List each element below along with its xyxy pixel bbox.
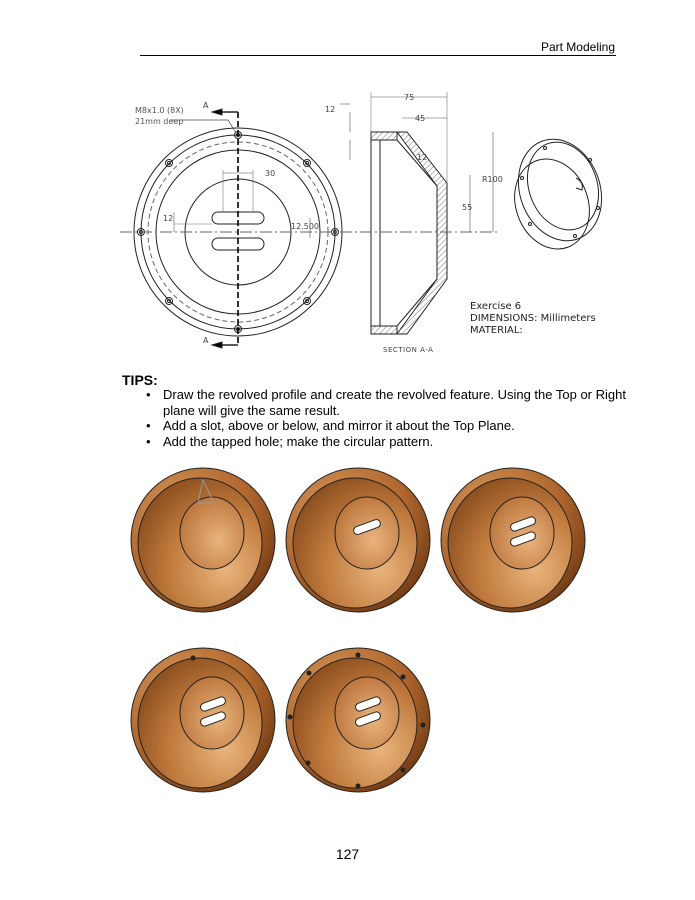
tip-item: • Add the tapped hole; make the circular pattern. xyxy=(146,434,626,450)
exercise-material: MATERIAL: xyxy=(470,325,523,336)
dim-inner-height: 55 xyxy=(462,203,473,212)
step-image-4 xyxy=(131,648,275,792)
tips-list xyxy=(146,387,626,449)
page-header-title: Part Modeling xyxy=(540,40,615,54)
step-image-5 xyxy=(286,648,430,792)
step-image-1 xyxy=(131,468,275,612)
section-view-label: SECTION A-A xyxy=(383,346,434,354)
tapped-hole-callout-1: M8x1.0 (8X) xyxy=(135,106,184,115)
dim-total-depth: 75 xyxy=(404,93,415,102)
dim-slot-height: 12 xyxy=(163,214,174,223)
dim-slot-offset: 12.500 xyxy=(291,222,319,231)
tapped-hole-callout-2: 21mm deep xyxy=(135,117,184,126)
section-view xyxy=(340,92,500,334)
front-view xyxy=(120,109,356,348)
dim-outer-radius: R100 xyxy=(482,175,503,184)
section-marker-top: A xyxy=(203,101,209,110)
step-image-3 xyxy=(441,468,585,612)
tip-item: • Add a slot, above or below, and mirror it about the Top Plane. xyxy=(146,418,626,434)
tips-heading: TIPS: xyxy=(122,372,158,388)
exercise-dimensions: DIMENSIONS: Millimeters xyxy=(470,313,596,324)
isometric-view xyxy=(502,127,615,259)
step-images xyxy=(0,455,695,815)
dim-wall-thickness: 12 xyxy=(417,153,428,162)
section-marker-bottom: A xyxy=(203,336,209,345)
step-image-2 xyxy=(286,468,430,612)
exercise-title: Exercise 6 xyxy=(470,301,522,312)
dim-inner-depth: 45 xyxy=(415,114,426,123)
tip-item: • Draw the revolved profile and create the revolved feature. Using the Top or Right plane will give the same result. xyxy=(146,387,626,418)
exercise-info-block xyxy=(470,301,596,337)
dim-slot-width: 30 xyxy=(265,169,276,178)
page-number: 127 xyxy=(335,846,360,862)
dim-lip-height: 12 xyxy=(325,105,336,114)
